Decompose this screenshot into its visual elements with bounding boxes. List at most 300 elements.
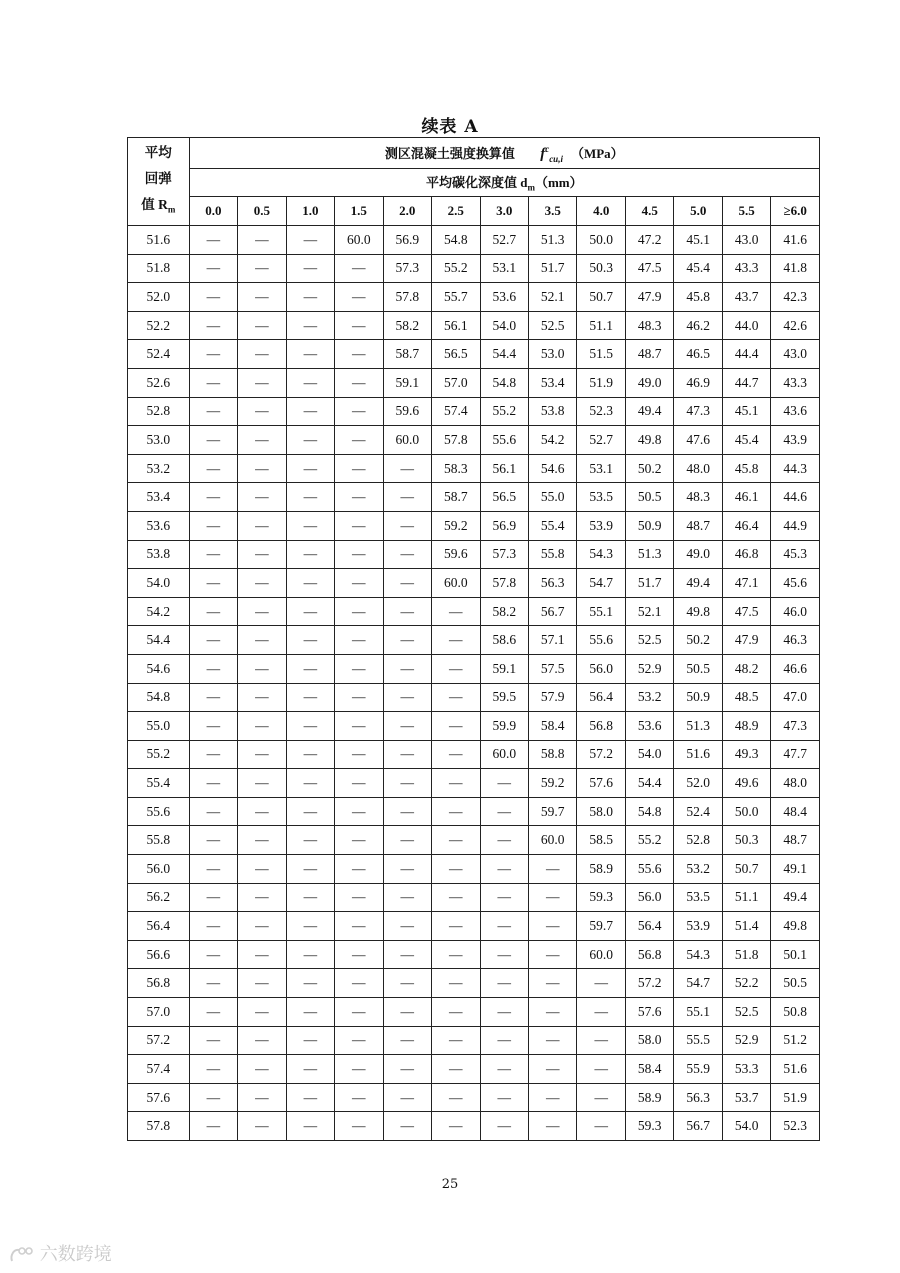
strength-value-cell: — [480,1026,528,1055]
strength-value-cell: 54.3 [577,540,625,569]
strength-value-cell: 57.4 [432,397,480,426]
strength-value-cell: — [286,998,334,1027]
strength-value-cell: 54.7 [674,969,722,998]
strength-value-cell: 47.9 [722,626,770,655]
strength-value-cell: — [335,712,383,741]
strength-value-cell: 50.2 [674,626,722,655]
carbonation-depth-header: 平均碳化深度值 $d_m(mm)$ [189,169,819,197]
table-row [128,426,820,455]
strength-value-cell: 56.0 [577,654,625,683]
strength-value-cell: — [189,826,237,855]
strength-value-cell: 48.4 [771,797,820,826]
strength-value-cell: — [189,426,237,455]
strength-value-cell: 56.4 [577,683,625,712]
strength-value-cell: 54.7 [577,569,625,598]
strength-value-cell: 56.8 [577,712,625,741]
strength-value-cell: 54.0 [480,311,528,340]
strength-value-cell: 52.0 [674,769,722,798]
strength-value-cell: 49.4 [674,569,722,598]
strength-value-cell: 53.5 [674,883,722,912]
strength-value-cell: 50.3 [722,826,770,855]
strength-value-cell: — [189,283,237,312]
strength-value-cell: 58.8 [529,740,577,769]
strength-value-cell: — [383,969,431,998]
strength-value-cell: — [238,769,286,798]
strength-value-cell: 57.8 [383,283,431,312]
strength-value-cell: 51.4 [722,912,770,941]
strength-value-cell: 57.9 [529,683,577,712]
table-row [128,940,820,969]
depth-column-header: 1.5 [335,197,383,226]
strength-value-cell: — [286,226,334,255]
strength-value-cell: — [286,712,334,741]
strength-value-cell: 58.4 [529,712,577,741]
strength-value-cell: 49.3 [722,740,770,769]
strength-value-cell: — [432,969,480,998]
strength-value-cell: 50.5 [771,969,820,998]
strength-value-cell: 49.8 [674,597,722,626]
strength-value-cell: 56.9 [383,226,431,255]
strength-value-cell: 60.0 [577,940,625,969]
strength-value-cell: 54.0 [722,1112,770,1141]
strength-value-cell: — [335,683,383,712]
strength-value-cell: — [432,654,480,683]
strength-value-cell: 54.8 [625,797,673,826]
strength-value-cell: — [432,626,480,655]
strength-value-cell: 45.8 [674,283,722,312]
strength-value-cell: — [480,1083,528,1112]
strength-value-cell: — [529,1083,577,1112]
strength-value-cell: 60.0 [480,740,528,769]
strength-value-cell: 49.0 [674,540,722,569]
depth-column-header: 0.5 [238,197,286,226]
strength-value-cell: — [189,311,237,340]
strength-value-cell: 55.6 [480,426,528,455]
strength-value-cell: 55.9 [674,1055,722,1084]
rebound-value-cell: 57.4 [128,1055,190,1084]
strength-value-cell: — [480,883,528,912]
strength-value-cell: — [383,454,431,483]
strength-value-cell: 58.7 [432,483,480,512]
strength-value-cell: — [189,940,237,969]
strength-value-cell: — [432,797,480,826]
strength-value-cell: — [238,368,286,397]
strength-value-cell: — [383,1112,431,1141]
strength-value-cell: 41.6 [771,226,820,255]
table-row [128,1083,820,1112]
strength-value-cell: 44.6 [771,483,820,512]
strength-value-cell: — [238,1083,286,1112]
strength-value-cell: 45.4 [674,254,722,283]
strength-value-cell: — [432,912,480,941]
strength-value-cell: — [238,426,286,455]
strength-value-cell: 55.5 [674,1026,722,1055]
strength-value-cell: — [383,912,431,941]
strength-value-cell: — [238,683,286,712]
strength-value-cell: 53.6 [480,283,528,312]
rebound-value-cell: 55.2 [128,740,190,769]
strength-value-cell: 43.3 [771,368,820,397]
strength-value-cell: 53.8 [529,397,577,426]
strength-value-cell: 46.9 [674,368,722,397]
strength-value-cell: 53.9 [674,912,722,941]
strength-value-cell: — [189,654,237,683]
rebound-value-cell: 54.8 [128,683,190,712]
strength-value-cell: — [286,283,334,312]
strength-value-cell: 44.7 [722,368,770,397]
strength-value-cell: 54.8 [480,368,528,397]
strength-value-cell: — [432,940,480,969]
strength-value-cell: 57.5 [529,654,577,683]
strength-value-cell: 53.1 [480,254,528,283]
strength-value-cell: — [238,940,286,969]
strength-value-cell: 60.0 [529,826,577,855]
rebound-value-cell: 57.6 [128,1083,190,1112]
strength-value-cell: 49.1 [771,855,820,884]
strength-value-cell: — [189,569,237,598]
strength-value-cell: 50.7 [722,855,770,884]
strength-value-cell: 58.3 [432,454,480,483]
strength-value-cell: 54.6 [529,454,577,483]
table-row [128,226,820,255]
depth-column-header: 5.5 [722,197,770,226]
strength-value-cell: — [238,740,286,769]
strength-value-cell: — [189,1026,237,1055]
depth-column-header: 3.0 [480,197,528,226]
strength-value-cell: — [238,712,286,741]
strength-value-cell: — [238,654,286,683]
rebound-value-cell: 55.6 [128,797,190,826]
strength-value-cell: — [189,340,237,369]
strength-value-cell: — [432,1055,480,1084]
rebound-value-cell: 52.8 [128,397,190,426]
strength-value-cell: 60.0 [432,569,480,598]
strength-value-cell: 43.6 [771,397,820,426]
strength-value-cell: — [335,540,383,569]
strength-value-cell: — [529,969,577,998]
strength-value-cell: — [189,226,237,255]
strength-value-cell: 49.8 [625,426,673,455]
strength-value-cell: — [286,540,334,569]
strength-value-cell: — [335,969,383,998]
strength-value-cell: — [529,1026,577,1055]
watermark [8,1240,112,1266]
strength-value-cell: — [189,740,237,769]
strength-value-cell: — [432,1026,480,1055]
strength-value-cell: — [286,912,334,941]
strength-value-cell: 46.0 [771,597,820,626]
table-row [128,626,820,655]
strength-value-cell: 56.1 [432,311,480,340]
depth-column-header: 4.0 [577,197,625,226]
table-row [128,311,820,340]
strength-value-cell: 56.5 [480,483,528,512]
rebound-value-cell: 52.6 [128,368,190,397]
strength-value-cell: 59.3 [625,1112,673,1141]
strength-value-cell: — [238,283,286,312]
strength-value-cell: 58.2 [383,311,431,340]
strength-value-cell: — [286,569,334,598]
strength-value-cell: — [432,769,480,798]
strength-value-cell: — [238,311,286,340]
strength-value-cell: 49.0 [625,368,673,397]
strength-value-cell: — [529,940,577,969]
strength-value-cell: — [238,569,286,598]
strength-value-cell: 48.7 [625,340,673,369]
table-row [128,340,820,369]
table-row [128,540,820,569]
strength-value-cell: 59.5 [480,683,528,712]
depth-column-header: 2.0 [383,197,431,226]
strength-value-cell: 51.2 [771,1026,820,1055]
depth-column-header: 2.5 [432,197,480,226]
strength-value-cell: 56.7 [674,1112,722,1141]
strength-value-cell: 46.2 [674,311,722,340]
strength-value-cell: 50.9 [625,511,673,540]
strength-value-cell: 44.9 [771,511,820,540]
strength-value-cell: 54.4 [625,769,673,798]
strength-value-cell: 58.7 [383,340,431,369]
strength-value-cell: — [189,397,237,426]
strength-value-cell: 55.1 [577,597,625,626]
strength-value-cell: — [238,1055,286,1084]
strength-value-cell: — [577,998,625,1027]
strength-value-cell: 52.3 [577,397,625,426]
strength-value-cell: — [189,368,237,397]
strength-value-cell: — [238,540,286,569]
strength-value-cell: 43.0 [722,226,770,255]
strength-value-cell: — [529,998,577,1027]
strength-value-cell: 57.2 [577,740,625,769]
strength-value-cell: 56.3 [529,569,577,598]
table-row [128,998,820,1027]
strength-value-cell: — [480,855,528,884]
strength-value-cell: 57.8 [432,426,480,455]
strength-value-cell: — [189,969,237,998]
table-row [128,912,820,941]
strength-value-cell: 51.3 [625,540,673,569]
strength-value-cell: 50.7 [577,283,625,312]
strength-value-cell: 56.1 [480,454,528,483]
rebound-value-cell: 56.2 [128,883,190,912]
strength-value-cell: — [189,483,237,512]
strength-value-cell: 53.3 [722,1055,770,1084]
strength-value-cell: 51.3 [529,226,577,255]
rebound-value-cell: 52.4 [128,340,190,369]
strength-value-cell: 55.2 [432,254,480,283]
strength-value-cell: 51.9 [577,368,625,397]
strength-value-cell: 54.8 [432,226,480,255]
strength-value-cell: 44.4 [722,340,770,369]
strength-value-cell: 52.5 [625,626,673,655]
strength-value-cell: — [480,769,528,798]
strength-value-cell: 57.2 [625,969,673,998]
strength-value-cell: 52.5 [529,311,577,340]
strength-value-cell: 56.4 [625,912,673,941]
strength-value-cell: 58.6 [480,626,528,655]
strength-value-cell: — [238,397,286,426]
rebound-value-cell: 56.6 [128,940,190,969]
strength-value-cell: 53.9 [577,511,625,540]
strength-value-cell: 55.1 [674,998,722,1027]
table-row [128,569,820,598]
strength-value-cell: 44.3 [771,454,820,483]
strength-value-cell: — [383,1055,431,1084]
strength-value-cell: 52.3 [771,1112,820,1141]
table-row [128,712,820,741]
strength-value-cell: — [432,712,480,741]
strength-value-cell: 59.6 [432,540,480,569]
rebound-value-cell: 56.0 [128,855,190,884]
strength-value-cell: 59.7 [529,797,577,826]
strength-value-cell: — [335,426,383,455]
strength-value-cell: — [577,969,625,998]
strength-value-cell: — [383,597,431,626]
strength-value-cell: 52.8 [674,826,722,855]
strength-value-cell: — [189,883,237,912]
strength-value-cell: 58.2 [480,597,528,626]
strength-value-cell: — [432,998,480,1027]
strength-value-cell: 48.5 [722,683,770,712]
strength-value-cell: 52.7 [577,426,625,455]
strength-value-cell: 52.2 [722,969,770,998]
strength-value-cell: 51.5 [577,340,625,369]
table-row [128,826,820,855]
strength-value-cell: — [238,1026,286,1055]
strength-value-cell: 46.3 [771,626,820,655]
rebound-value-cell: 55.8 [128,826,190,855]
strength-value-cell: — [480,912,528,941]
rebound-value-cell: 56.8 [128,969,190,998]
strength-value-cell: — [577,1055,625,1084]
strength-value-cell: 55.0 [529,483,577,512]
strength-value-cell: 53.2 [625,683,673,712]
strength-value-cell: — [189,855,237,884]
strength-value-cell: 48.7 [674,511,722,540]
depth-columns-row [128,197,820,226]
strength-value-cell: 57.3 [480,540,528,569]
strength-value-cell: 57.6 [577,769,625,798]
strength-value-cell: 52.5 [722,998,770,1027]
strength-value-cell: 41.8 [771,254,820,283]
strength-value-cell: — [238,1112,286,1141]
strength-value-cell: — [383,940,431,969]
strength-value-cell: — [383,883,431,912]
strength-value-cell: — [286,454,334,483]
strength-value-cell: — [238,483,286,512]
strength-value-cell: — [286,1026,334,1055]
rebound-value-cell: 55.0 [128,712,190,741]
strength-value-cell: 50.8 [771,998,820,1027]
rebound-value-cell: 53.0 [128,426,190,455]
watermark-logo-icon [8,1245,34,1265]
strength-value-cell: — [529,855,577,884]
strength-value-cell: — [189,1055,237,1084]
strength-value-cell: 47.3 [674,397,722,426]
strength-value-cell: — [335,311,383,340]
strength-value-cell: — [383,654,431,683]
rebound-value-cell: 52.0 [128,283,190,312]
strength-value-cell: — [480,998,528,1027]
strength-value-cell: 55.2 [480,397,528,426]
strength-value-cell: — [238,855,286,884]
strength-value-cell: 59.1 [480,654,528,683]
strength-value-cell: 59.6 [383,397,431,426]
strength-value-cell: 47.1 [722,569,770,598]
strength-value-cell: — [286,511,334,540]
depth-column-header: 5.0 [674,197,722,226]
strength-value-cell: — [238,254,286,283]
strength-value-cell: 47.9 [625,283,673,312]
strength-value-cell: 50.5 [674,654,722,683]
strength-value-cell: — [286,1055,334,1084]
strength-value-cell: 53.4 [529,368,577,397]
strength-value-cell: 45.4 [722,426,770,455]
table-row [128,1055,820,1084]
strength-value-cell: 53.1 [577,454,625,483]
table-body [128,226,820,1141]
strength-value-cell: 45.1 [722,397,770,426]
strength-value-cell: 59.1 [383,368,431,397]
strength-value-cell: — [335,626,383,655]
strength-value-cell: — [529,1055,577,1084]
table-row [128,797,820,826]
strength-value-cell: — [335,998,383,1027]
strength-group-header: 测区混凝土强度换算值 $f^c_{cu,i}$ （MPa） [189,138,819,169]
strength-value-cell: — [335,483,383,512]
strength-value-cell: — [383,540,431,569]
strength-value-cell: — [383,740,431,769]
strength-value-cell: 56.5 [432,340,480,369]
strength-value-cell: — [577,1026,625,1055]
strength-value-cell: 58.0 [577,797,625,826]
strength-value-cell: — [286,883,334,912]
strength-value-cell: — [238,998,286,1027]
strength-value-cell: 46.4 [722,511,770,540]
strength-value-cell: 50.2 [625,454,673,483]
strength-value-cell: 48.9 [722,712,770,741]
strength-value-cell: 50.1 [771,940,820,969]
strength-value-cell: — [286,797,334,826]
strength-value-cell: 48.7 [771,826,820,855]
strength-value-cell: — [286,626,334,655]
strength-value-cell: — [335,855,383,884]
strength-value-cell: 51.7 [529,254,577,283]
strength-value-cell: — [432,855,480,884]
strength-value-cell: 47.0 [771,683,820,712]
strength-value-cell: 45.1 [674,226,722,255]
strength-value-cell: 43.9 [771,426,820,455]
rebound-value-cell: 53.4 [128,483,190,512]
strength-value-cell: 46.6 [771,654,820,683]
strength-value-cell: — [383,511,431,540]
strength-value-cell: — [238,912,286,941]
strength-value-cell: — [335,254,383,283]
strength-value-cell: 56.7 [529,597,577,626]
strength-value-cell: — [286,769,334,798]
strength-value-cell: — [335,940,383,969]
table-row [128,855,820,884]
rebound-value-cell: 51.8 [128,254,190,283]
strength-value-cell: 54.3 [674,940,722,969]
strength-value-cell: 52.9 [625,654,673,683]
strength-value-cell: — [383,998,431,1027]
strength-value-cell: — [238,226,286,255]
strength-value-cell: — [432,683,480,712]
strength-value-cell: 52.1 [529,283,577,312]
strength-value-cell: — [335,454,383,483]
rebound-value-cell: 54.2 [128,597,190,626]
